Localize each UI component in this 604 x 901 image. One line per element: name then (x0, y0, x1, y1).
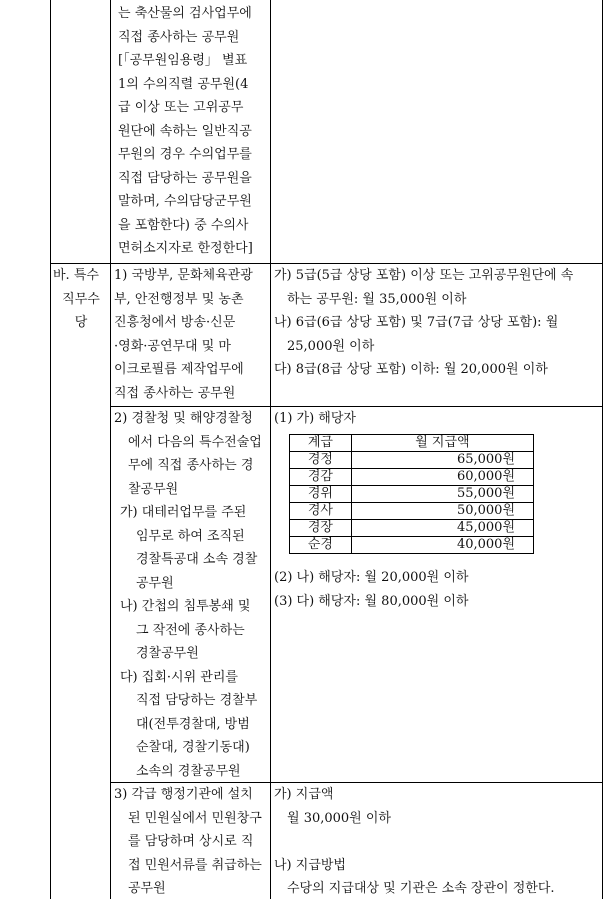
text-line: 나) 6급(6급 상당 포함) 및 7급(7급 상당 포함): 월 (274, 315, 559, 330)
text-line: 공무원 (128, 881, 166, 896)
table-cell-rank: 순경 (290, 537, 352, 554)
table-cell-pay: 50,000원 (351, 503, 533, 520)
text-line: 나) 간첩의 침투봉쇄 및 (120, 599, 251, 614)
text-line: 경찰공무원 (136, 646, 199, 661)
text-line: 나) 지급방법 (274, 857, 346, 873)
text-line: 말하며, 수의담당군무원 (118, 194, 252, 209)
table-cell-rank: 경위 (290, 486, 352, 503)
text-line: 무원의 경우 수의업무를 (118, 147, 252, 162)
top-target-cell (118, 2, 268, 261)
row1-target-cell (114, 264, 268, 405)
text-line: 공무원 (136, 575, 174, 591)
table-cell-pay: 45,000원 (351, 520, 533, 537)
text-line: 직접 종사하는 공무원 (114, 385, 236, 401)
text-line: 2) 경찰청 및 해양경찰청 (114, 411, 253, 426)
table-header-pay: 월 지급액 (351, 435, 533, 452)
police-rank-pay-table (289, 434, 534, 554)
row2-amount-notes (274, 566, 600, 613)
text-line: 대(전투경찰대, 방범 (136, 716, 250, 732)
text-line: 부, 안전행정부 및 농촌 (114, 291, 244, 307)
text-line: 바. 특수 (53, 268, 99, 283)
table-row (290, 520, 534, 537)
table-cell-pay: 65,000원 (351, 452, 533, 469)
text-line: 가) 대테러업무를 주된 (120, 505, 247, 520)
text-line: 면허소지자로 한정한다] (118, 241, 253, 256)
row3-target-cell (114, 783, 268, 901)
text-line: 다) 집회·시위 관리를 (120, 669, 238, 685)
table-cell-pay: 60,000원 (351, 469, 533, 486)
text-line: 다) 8급(8급 상당 포함) 이하: 월 20,000원 이하 (274, 362, 548, 377)
text-line: 을 포함한다) 중 수의사 (118, 217, 249, 233)
table-row (290, 503, 534, 520)
text-line: 3) 각급 행정기관에 설치 (114, 787, 253, 802)
text-line: 원단에 속하는 일반직공 (118, 123, 252, 139)
text-line: 된 민원실에서 민원창구 (128, 810, 262, 826)
category-label (53, 264, 109, 335)
table-cell-rank: 경사 (290, 503, 352, 520)
table-cell-rank: 경정 (290, 452, 352, 469)
text-line: 무에 직접 종사하는 경 (128, 458, 254, 473)
text-line: 에서 다음의 특수전술업 (128, 434, 262, 450)
text-line: 직무수 (62, 291, 100, 307)
text-line: 를 담당하며 상시로 직 (128, 834, 254, 849)
table-cell-rank: 경장 (290, 520, 352, 537)
table-border-left (50, 0, 51, 899)
table-cell-rank: 경감 (290, 469, 352, 486)
text-line: 접 민원서류를 취급하는 (128, 857, 262, 873)
row2-amount-heading (274, 407, 600, 431)
text-line: (1) 가) 해당자 (274, 411, 356, 426)
text-line: 직접 종사하는 공무원 (118, 29, 240, 45)
text-line: 1) 국방부, 문화체육관광 (114, 268, 253, 283)
text-line: [「공무원임용령」 별표 (118, 53, 248, 68)
text-line: 하는 공무원: 월 35,000원 이하 (287, 291, 467, 307)
text-line: 25,000원 이하 (287, 338, 375, 354)
text-line: 당 (74, 315, 88, 330)
text-line: 임무로 하여 조직된 (136, 528, 245, 544)
text-line: 순찰대, 경찰기동대) (136, 740, 250, 755)
text-line: ·영화·공연무대 및 마 (114, 338, 231, 354)
text-line: 는 축산물의 검사업무에 (118, 6, 252, 21)
text-line: (3) 다) 해당자: 월 80,000원 이하 (274, 593, 469, 609)
table-border-col2 (270, 0, 271, 899)
table-border-right (602, 0, 603, 899)
table-row (290, 452, 534, 469)
text-line: 찰공무원 (128, 481, 179, 497)
text-line: 가) 5급(5급 상당 포함) 이상 또는 고위공무원단에 속 (274, 268, 574, 283)
text-line (274, 830, 600, 854)
text-line: 월 30,000원 이하 (287, 810, 391, 826)
table-border-col1 (110, 0, 111, 899)
text-line: 그 작전에 종사하는 (136, 622, 245, 638)
table-row (290, 486, 534, 503)
row1-amount-cell (274, 264, 600, 382)
text-line: 수당의 지급대상 및 기관은 소속 장관이 정한다. (287, 881, 555, 896)
text-line: (2) 나) 해당자: 월 20,000원 이하 (274, 570, 469, 585)
row3-amount-cell (274, 783, 600, 901)
table-row (290, 537, 534, 554)
text-line: 가) 지급액 (274, 787, 334, 802)
text-line: 이크로필름 제작업무에 (114, 362, 244, 377)
text-line: 1의 수의직렬 공무원(4 (118, 76, 249, 92)
table-cell-pay: 40,000원 (351, 537, 533, 554)
text-line: 소속의 경찰공무원 (136, 763, 241, 779)
text-line: 직접 담당하는 공무원을 (118, 170, 252, 186)
text-line: 직접 담당하는 경찰부 (136, 693, 258, 708)
table-header-rank: 계급 (290, 435, 352, 452)
text-line: 급 이상 또는 고위공무 (118, 100, 244, 115)
text-line: 진흥청에서 방송·신문 (114, 315, 236, 330)
table-header-row (290, 435, 534, 452)
text-line: 경찰특공대 소속 경찰 (136, 552, 258, 567)
table-row (290, 469, 534, 486)
row2-target-cell (114, 407, 268, 783)
table-cell-pay: 55,000원 (351, 486, 533, 503)
